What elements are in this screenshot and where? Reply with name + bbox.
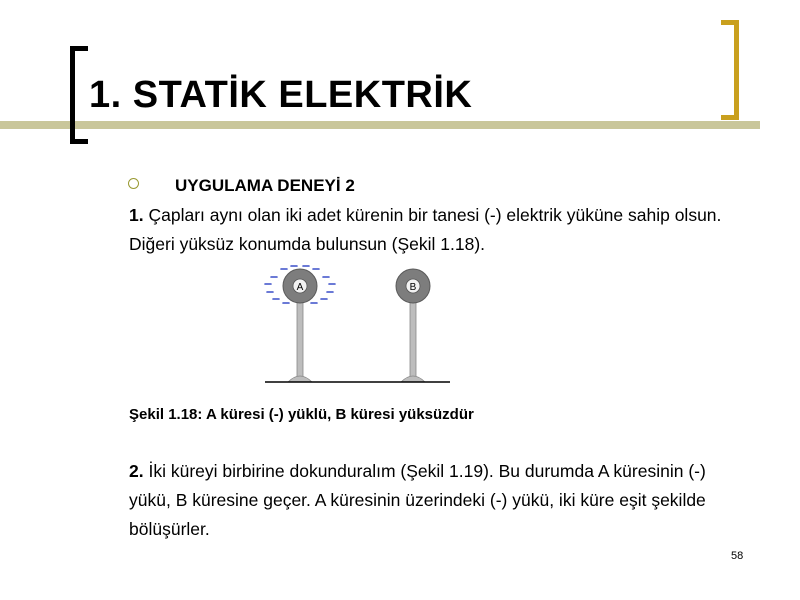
left-bracket-decoration [70,46,88,144]
title-underline-bar [0,121,760,129]
sphere-figure [255,262,455,390]
page-number: 58 [731,550,744,562]
figure-caption: Şekil 1.18: A küresi (-) yüklü, B küresi yüksüzdür [129,406,474,423]
sphere-a-label: A [296,282,304,293]
paragraph-1-text: Çapları aynı olan iki adet kürenin bir tanesi (-) elektrik yüküne sahip olsun. Diğeri yüksüz konumda bulunsun (Şekil 1.18). [129,205,722,254]
paragraph-2 [129,457,749,544]
sphere-a [283,269,317,382]
right-bracket-decoration [721,20,739,120]
slide-title: 1. STATİK ELEKTRİK [89,74,478,117]
paragraph-1-number: 1. [129,205,144,225]
bullet-circle-icon [128,178,139,189]
paragraph-2-text: İki küreyi birbirine dokunduralım (Şekil 1.19). Bu durumda A küresinin (-) yükü, B küresine geçer. A küresinin üzerindeki (-) yükü, iki küre eşit şekilde bölüşürler. [129,461,706,539]
sphere-b-label: B [409,282,417,293]
sphere-b [396,269,430,382]
section-subheading: UYGULAMA DENEYİ 2 [175,176,355,195]
paragraph-2-number: 2. [129,461,144,481]
paragraph-1 [129,201,749,259]
